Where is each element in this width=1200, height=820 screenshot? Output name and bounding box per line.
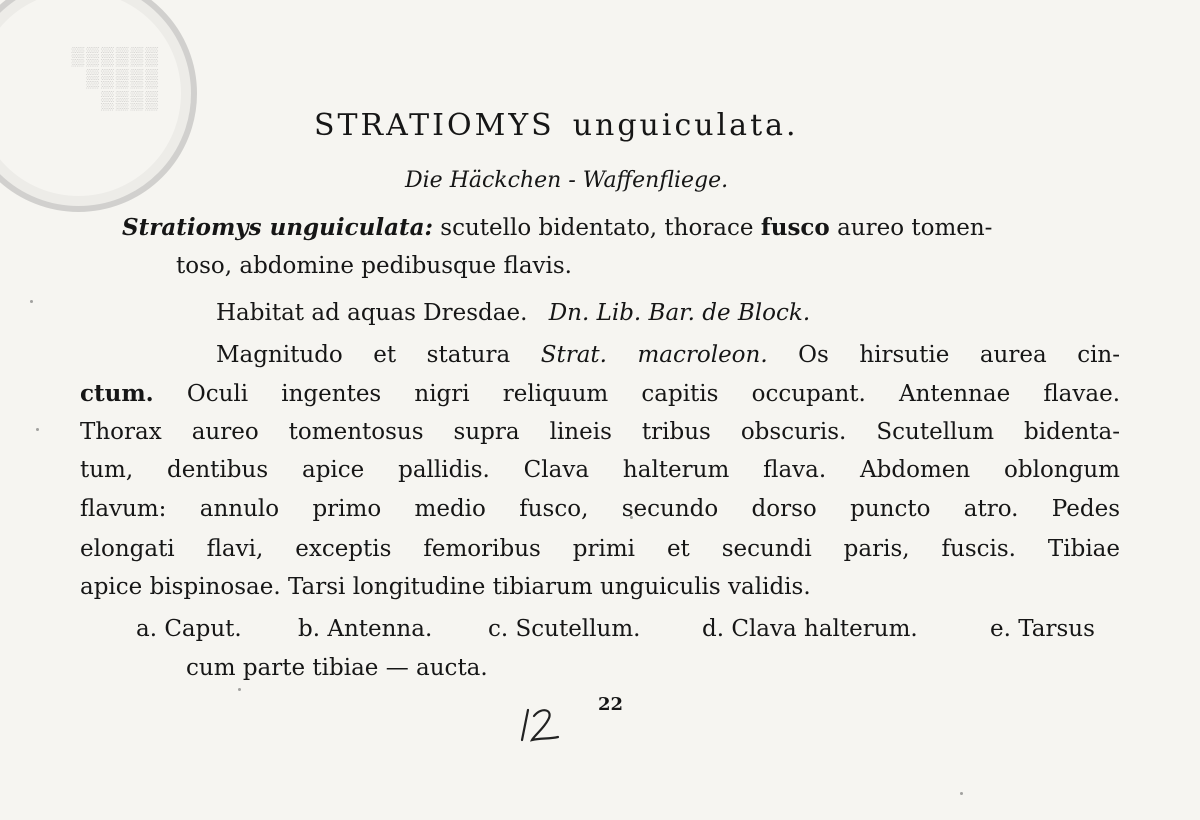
description-line-5: flavum: annulo primo medio fusco, secundo dorso puncto atro. Pedes	[80, 496, 1120, 522]
description-text-2: Oculi ingentes nigri reliquum capitis occupant. Antennae flavae.	[186, 381, 1121, 407]
figure-caption-line-2: cum parte tibiae — aucta.	[186, 655, 488, 681]
library-stamp-text: ▒▒▒▒▒▒ ▒▒▒▒▒ ▒▒▒▒	[71, 46, 160, 110]
figure-caption-e: e. Tarsus	[990, 616, 1095, 642]
common-name: Die Häckchen - Waffenfliege.	[405, 168, 729, 193]
handwritten-number	[514, 700, 574, 750]
description-text-1a: Magnitudo et statura	[216, 342, 511, 368]
description-line-4: tum, dentibus apice pallidis. Clava halterum flava. Abdomen oblongum	[80, 457, 1120, 483]
description-line-2	[80, 380, 1120, 407]
dust-speck	[30, 300, 33, 303]
dust-speck	[238, 688, 241, 691]
diagnosis-text-b: aureo tomen-	[837, 215, 993, 241]
description-line-1	[216, 342, 1120, 368]
diagnosis-bold-word: fusco	[760, 214, 830, 241]
species-name: unguiculata.	[572, 108, 799, 143]
dust-speck	[630, 516, 633, 519]
description-text-1b: Os hirsutie aurea cin-	[798, 342, 1121, 368]
description-line-3: Thorax aureo tomentosus supra lineis tribus obscuris. Scutellum bidenta-	[80, 419, 1120, 445]
page-number: 22	[598, 694, 624, 715]
habitat-line	[216, 300, 810, 326]
habitat-text: Habitat ad aquas Dresdae.	[216, 300, 528, 326]
description-line-7: apice bispinosae. Tarsi longitudine tibiarum unguiculis validis.	[80, 574, 811, 600]
genus-name: STRATIOMYS	[314, 108, 555, 143]
dust-speck	[36, 428, 39, 431]
description-bold-word: ctum.	[80, 380, 154, 407]
species-title	[314, 108, 799, 143]
diagnosis-line-1	[122, 214, 992, 241]
description-line-6: elongati flavi, exceptis femoribus primi et secundi paris, fuscis. Tibiae	[80, 536, 1120, 562]
diagnosis-name: Stratiomys unguiculata:	[122, 214, 433, 241]
description-reference: Strat. macroleon.	[540, 342, 768, 368]
figure-caption-a: a. Caput.	[136, 616, 242, 642]
diagnosis-line-2: toso, abdomine pedibusque flavis.	[176, 253, 572, 279]
dust-speck	[960, 792, 963, 795]
figure-caption-c: c. Scutellum.	[488, 616, 641, 642]
habitat-collector: Dn. Lib. Bar. de Block.	[548, 300, 811, 326]
figure-caption-d: d. Clava halterum.	[702, 616, 918, 642]
diagnosis-text-a: scutello bidentato, thorace	[440, 215, 754, 241]
figure-caption-b: b. Antenna.	[298, 616, 433, 642]
